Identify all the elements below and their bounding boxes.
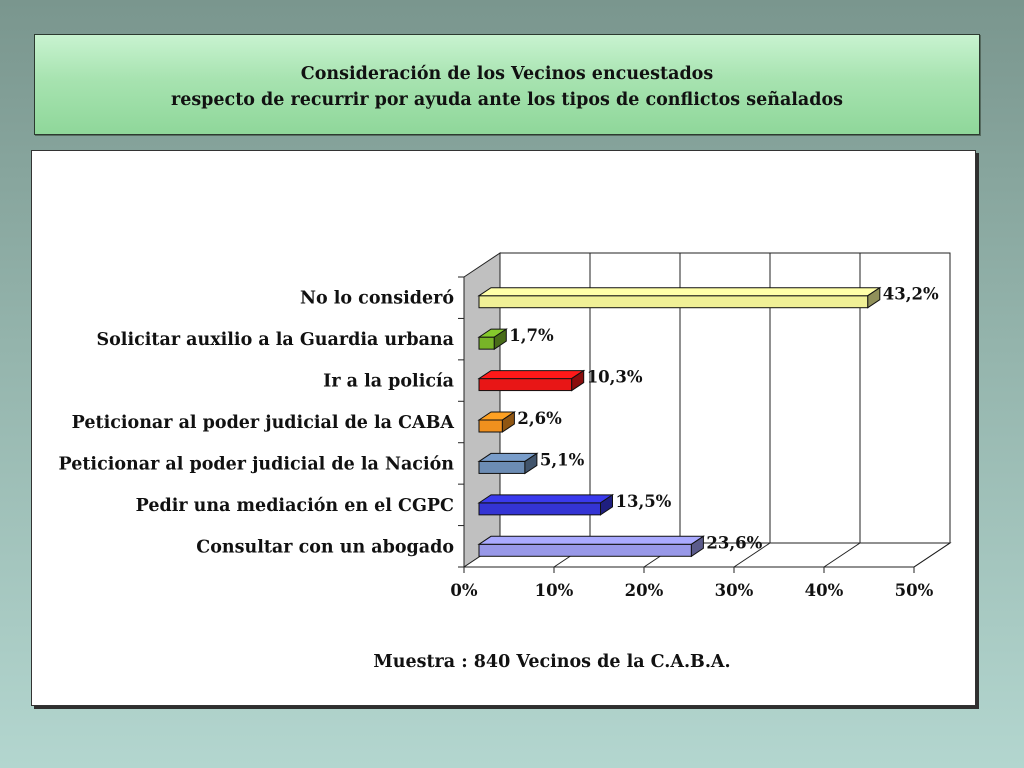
value-label: 23,6% xyxy=(706,533,763,553)
category-labels xyxy=(59,289,455,558)
bar-front xyxy=(479,379,572,391)
bar-front xyxy=(479,420,502,432)
bar xyxy=(479,288,880,308)
x-tick-label: 20% xyxy=(624,581,664,600)
x-tick-label: 30% xyxy=(714,581,754,600)
bar-top xyxy=(479,371,584,379)
chart-title-line-1: Consideración de los Vecinos encuestados xyxy=(300,64,714,84)
value-label: 10,3% xyxy=(586,367,643,387)
bar xyxy=(479,495,613,515)
x-tick-label: 50% xyxy=(894,581,934,600)
bar-front xyxy=(479,544,691,556)
category-label: Pedir una mediación en el CGPC xyxy=(135,495,454,516)
value-label: 5,1% xyxy=(539,450,585,470)
category-label: Consultar con un abogado xyxy=(196,537,454,558)
bar-front xyxy=(479,296,868,308)
category-label: Solicitar auxilio a la Guardia urbana xyxy=(96,330,454,351)
category-label: Peticionar al poder judicial de la Nación xyxy=(58,454,454,475)
sample-footnote: Muestra : 840 Vecinos de la C.A.B.A. xyxy=(373,652,731,672)
value-label: 2,6% xyxy=(517,409,562,428)
category-label: Ir a la policía xyxy=(323,371,454,392)
value-label: 43,2% xyxy=(882,284,939,304)
x-tick-label: 10% xyxy=(534,581,574,600)
category-label: No lo consideró xyxy=(300,288,454,309)
bar-front xyxy=(479,461,525,473)
tick-labels xyxy=(450,581,933,600)
bar-front xyxy=(479,337,494,349)
x-tick-label: 0% xyxy=(450,581,478,600)
chart-title-line-2: respecto de recurrir por ayuda ante los tipos de conflictos señalados xyxy=(170,90,844,110)
category-label: Peticionar al poder judicial de la CABA xyxy=(71,413,454,433)
x-tick-label: 40% xyxy=(804,581,844,600)
bar xyxy=(479,371,584,391)
bar-top xyxy=(479,495,613,503)
bar xyxy=(479,536,703,556)
bar xyxy=(479,453,537,473)
bar-top xyxy=(479,288,880,296)
bar-front xyxy=(479,503,601,515)
value-label: 13,5% xyxy=(615,491,672,511)
value-label: 1,7% xyxy=(509,326,554,346)
bar-top xyxy=(479,536,703,544)
